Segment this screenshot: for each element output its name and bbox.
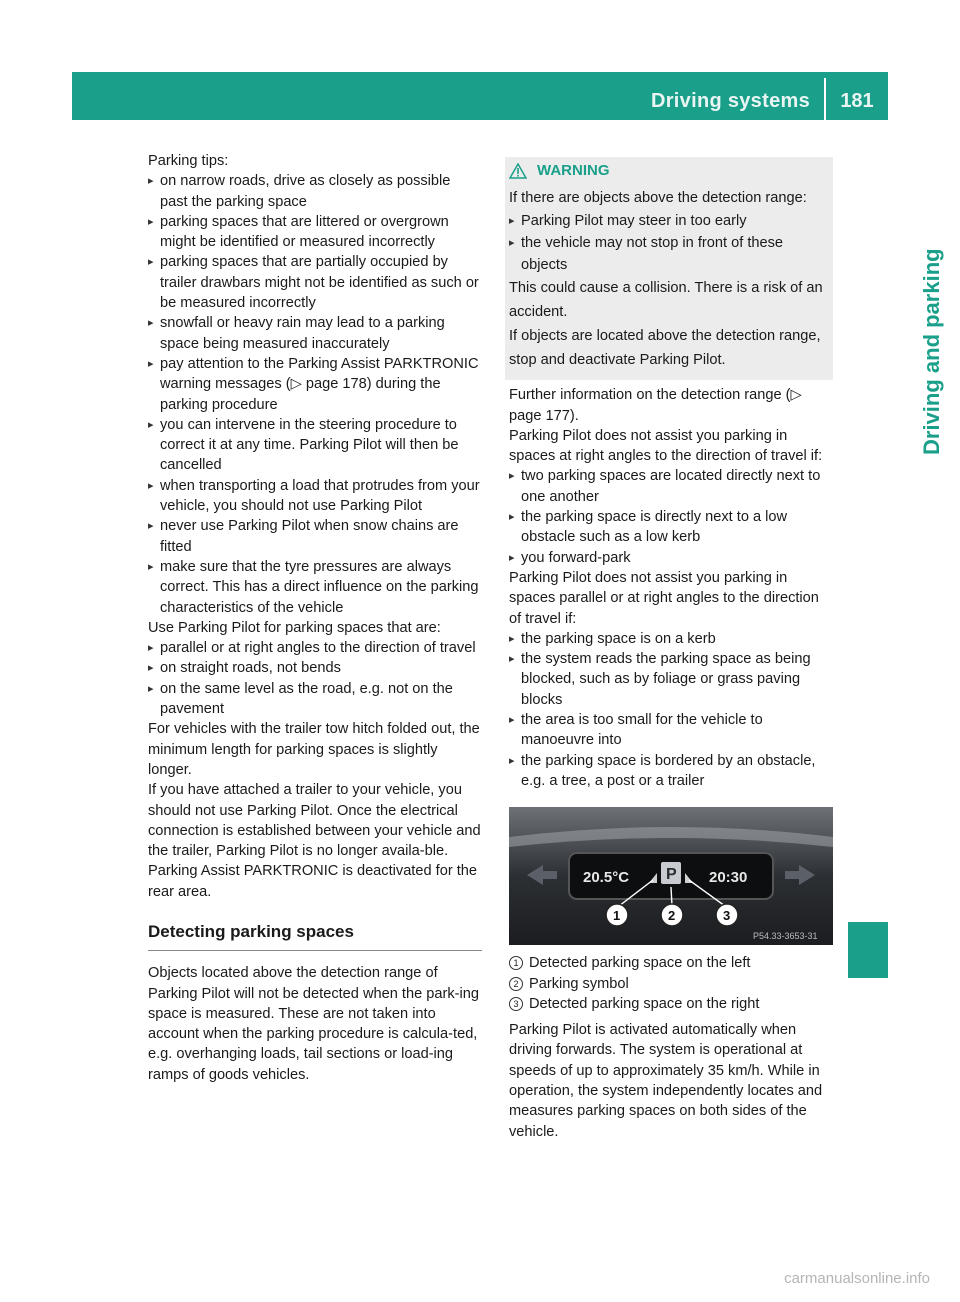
list-item: ▸ parking spaces that are partially occupied by trailer drawbars might not be identified as such or be measured incorrectly xyxy=(148,252,482,313)
list-item: ▸ the parking space is directly next to a low obstacle such as a low kerb xyxy=(509,507,833,548)
list-item: ▸ never use Parking Pilot when snow chains are fitted xyxy=(148,516,482,557)
further-info: Further information on the detection range (▷ page 177). xyxy=(509,387,802,424)
page-number: 181 xyxy=(840,90,874,112)
list-item: ▸ the vehicle may not stop in front of these objects xyxy=(509,232,825,276)
legend-number: 1 xyxy=(509,956,523,970)
tips-list xyxy=(148,171,482,618)
trailer-paragraph: For vehicles with the trailer tow hitch folded out, the minimum length for parking spaces is slightly longer. xyxy=(148,721,480,778)
list-item: ▸ parking spaces that are littered or overgrown might be identified or measured incorrectly xyxy=(148,212,482,253)
use-intro: Use Parking Pilot for parking spaces that are: xyxy=(148,619,441,636)
callout-2 xyxy=(661,904,683,926)
list-item: ▸ two parking spaces are located directly next to one another xyxy=(509,466,833,507)
warning-heading xyxy=(509,161,825,181)
detection-paragraph: Objects located above the detection range of Parking Pilot will not be detected when the park-ing space is measured. These are not taken into account when the parking procedure is calcula-ted, e.g. overhanging loads, tail sections or load-ing ramps of goods vehicles. xyxy=(148,965,479,1083)
list-item: ▸ snowfall or heavy rain may lead to a parking space being measured inaccurately xyxy=(148,313,482,354)
side-section-label: Driving and parking xyxy=(919,248,944,455)
warning-action: If objects are located above the detection range, stop and deactivate Parking Pilot. xyxy=(509,328,821,369)
chapter-title: Driving systems xyxy=(650,90,810,112)
activation-paragraph: Parking Pilot is activated automatically when driving forwards. The system is operational at speeds of up to approximately 35 km/h. While in operation, the system independently locates and measures parking spaces on both sides of the vehicle. xyxy=(509,1022,823,1140)
list-item: ▸ on straight roads, not bends xyxy=(148,658,482,678)
svg-text:P: P xyxy=(666,866,677,884)
legend-text: Detected parking space on the left xyxy=(529,955,751,972)
list-item: ▸ pay attention to the Parking Assist PARKTRONIC warning messages (▷ page 178) during the parking procedure xyxy=(148,354,482,415)
tips-intro: Parking tips: xyxy=(148,153,229,169)
list-item: ▸ on narrow roads, drive as closely as possible past the parking space xyxy=(148,171,482,212)
legend-text: Detected parking space on the right xyxy=(529,995,760,1012)
list-item: ▸ the parking space is on a kerb xyxy=(509,629,833,649)
legend-text: Parking symbol xyxy=(529,975,629,992)
list-item: ▸ you can intervene in the steering procedure to correct it at any time. Parking Pilot will then be cancelled xyxy=(148,415,482,476)
svg-text:3: 3 xyxy=(723,908,731,924)
right-angle-intro: Parking Pilot does not assist you parking in spaces at right angles to the direction of travel if: xyxy=(509,427,823,465)
warning-label: WARNING xyxy=(537,162,610,179)
legend-item-1 xyxy=(509,953,833,973)
watermark: carmanualsonline.info xyxy=(784,1270,930,1287)
list-item: ▸ make sure that the tyre pressures are always correct. This has a direct influence on the parking characteristics of the vehicle xyxy=(148,557,482,618)
left-column xyxy=(148,151,482,1085)
header-bar xyxy=(72,72,888,120)
legend-item-2 xyxy=(509,974,833,994)
list-item: ▸ the parking space is bordered by an obstacle, e.g. a tree, a post or a trailer xyxy=(509,751,833,792)
legend-item-3 xyxy=(509,994,833,1014)
use-list xyxy=(148,638,482,719)
svg-text:2: 2 xyxy=(668,908,676,924)
warning-box xyxy=(505,157,833,380)
list-item: ▸ the system reads the parking space as being blocked, such as by foliage or grass paving blocks xyxy=(509,649,833,710)
right-column xyxy=(509,157,833,1142)
section-heading: Detecting parking spaces xyxy=(148,922,482,951)
parallel-intro: Parking Pilot does not assist you parking in spaces parallel or at right angles to the direction of travel if: xyxy=(509,569,819,627)
warning-risk: This could cause a collision. There is a risk of an accident. xyxy=(509,280,823,321)
instrument-cluster-figure xyxy=(509,807,833,945)
list-item: ▸ on the same level as the road, e.g. not on the pavement xyxy=(148,679,482,720)
parallel-list xyxy=(509,629,833,791)
callout-1 xyxy=(606,904,628,926)
time-readout: 20:30 xyxy=(709,869,748,887)
warning-list xyxy=(509,210,825,276)
list-item: ▸ parallel or at right angles to the direction of travel xyxy=(148,638,482,658)
callout-3 xyxy=(716,904,738,926)
figure-reference: P54.33-3653-31 xyxy=(753,931,818,942)
legend-number: 2 xyxy=(509,977,523,991)
svg-text:1: 1 xyxy=(613,908,621,924)
cluster-illustration xyxy=(509,807,833,945)
warning-intro: If there are objects above the detection range: xyxy=(509,190,807,207)
list-item: ▸ when transporting a load that protrudes from your vehicle, you should not use Parking Pilot xyxy=(148,476,482,517)
list-item: ▸ Parking Pilot may steer in too early xyxy=(509,210,825,232)
attached-trailer-paragraph: If you have attached a trailer to your vehicle, you should not use Parking Pilot. Once the electrical connection is established between your vehicle and the trailer, Parking Pilot is no longer availa-ble. Parking Assist PARKTRONIC is deactivated for the rear area. xyxy=(148,782,481,900)
list-item: ▸ the area is too small for the vehicle to manoeuvre into xyxy=(509,710,833,751)
right-angle-list xyxy=(509,466,833,567)
temperature-readout: 20.5°C xyxy=(583,869,630,887)
list-item: ▸ you forward-park xyxy=(509,548,833,568)
warning-triangle-icon xyxy=(509,163,527,179)
legend-number: 3 xyxy=(509,997,523,1011)
side-section-tab xyxy=(848,922,888,978)
